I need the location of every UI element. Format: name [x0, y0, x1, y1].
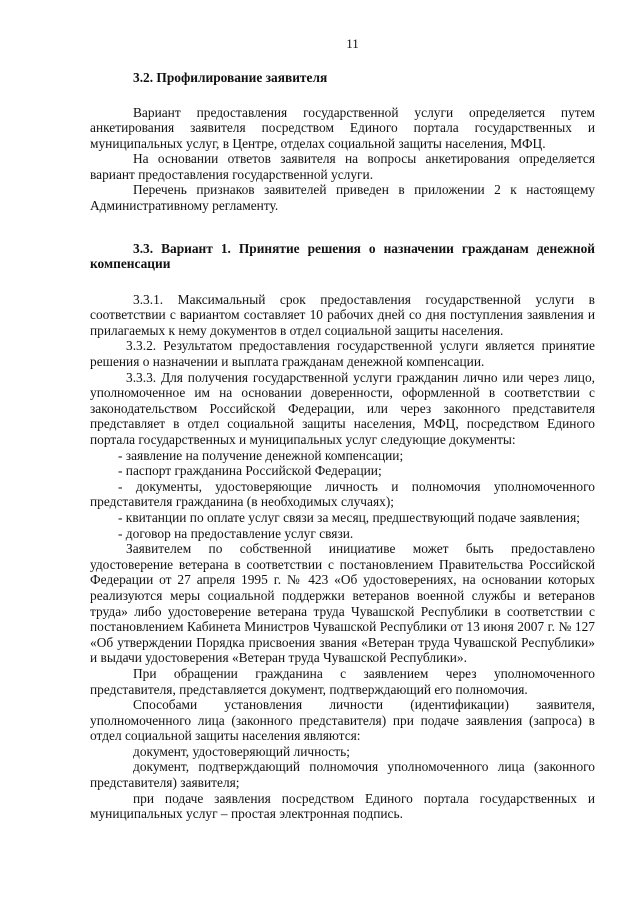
paragraph: Перечень признаков заявителей приведен в приложении 2 к настоящему Административному регламенту. — [90, 182, 595, 214]
page-number: 11 — [346, 36, 359, 51]
paragraph: При обращении гражданина с заявлением через уполномоченного представителя, представляется документ, подтверждающий его полномочия. — [90, 665, 595, 697]
paragraph: Заявителем по собственной инициативе может быть предоставлено удостоверение ветерана в соответствии с постановлением Правительства Российской Федерации от 27 апреля 1995 г. № 423 «Об удостоверениях, на основании которых реализуются меры социальной поддержки ветеранов военной службы и ветеранов труда» либо удостоверение ветерана труда Чувашской Республики в соответствии с постановлением Кабинета Министров Чувашской Республики от 13 июня 2007 г. № 127 «Об утверждении Порядка присвоения звания «Ветеран труда Чувашской Республики» и выдачи удостоверения «Ветеран труда Чувашской Республики». — [90, 541, 595, 666]
paragraph: На основании ответов заявителя на вопросы анкетирования определяется вариант предоставления государственной услуги. — [90, 151, 595, 182]
paragraph: 3.3.3. Для получения государственной услуги гражданин лично или через лицо, уполномоченное им на основании доверенности, оформленной в соответствии с законодательством Российской Федерации, или через законного представителя представляет в отдел социальной защиты населения, МФЦ, посредством Единого портала государственных и муниципальных услуг следующие документы: — [90, 369, 595, 447]
paragraph: документ, удостоверяющий личность; — [133, 743, 350, 759]
list-item: - документы, удостоверяющие личность и полномочия уполномоченного представителя гражданина (в необходимых случаях); — [90, 478, 595, 510]
section-heading-variant-1: 3.3. Вариант 1. Принятие решения о назначении гражданам денежной компенсации — [90, 240, 595, 272]
document-page — [90, 36, 595, 822]
section-heading-profiling: 3.2. Профилирование заявителя — [133, 70, 328, 85]
list-item: - квитанции по оплате услуг связи за месяц, предшествующий подаче заявления; — [118, 509, 580, 525]
list-item: - паспорт гражданина Российской Федерации; — [118, 463, 382, 479]
paragraph: 3.3.2. Результатом предоставления государственной услуги является принятие решения о назначении и выплата гражданам денежной компенсации. — [90, 338, 595, 370]
paragraph: Вариант предоставления государственной услуги определяется путем анкетирования заявителя посредством Единого портала государственных и муниципальных услуг, в Центре, отделах социальной защиты населения, МФЦ. — [90, 104, 595, 151]
list-item: - договор на предоставление услуг связи. — [118, 525, 354, 541]
paragraph: 3.3.1. Максимальный срок предоставления государственной услуги в соответствии с вариантом составляет 10 рабочих дней со дня поступления заявления и прилагаемых к нему документов в отдел социальной защиты населения. — [90, 291, 595, 338]
paragraph: Способами установления личности (идентификации) заявителя, уполномоченного лица (законного представителя) при подаче заявления (запроса) в отдел социальной защиты населения являются: — [90, 697, 595, 744]
paragraph: документ, подтверждающий полномочия уполномоченного лица (законного представителя) заявителя; — [90, 759, 595, 791]
list-item: - заявление на получение денежной компенсации; — [118, 447, 404, 463]
paragraph: при подаче заявления посредством Единого портала государственных и муниципальных услуг – простая электронная подпись. — [90, 790, 595, 822]
